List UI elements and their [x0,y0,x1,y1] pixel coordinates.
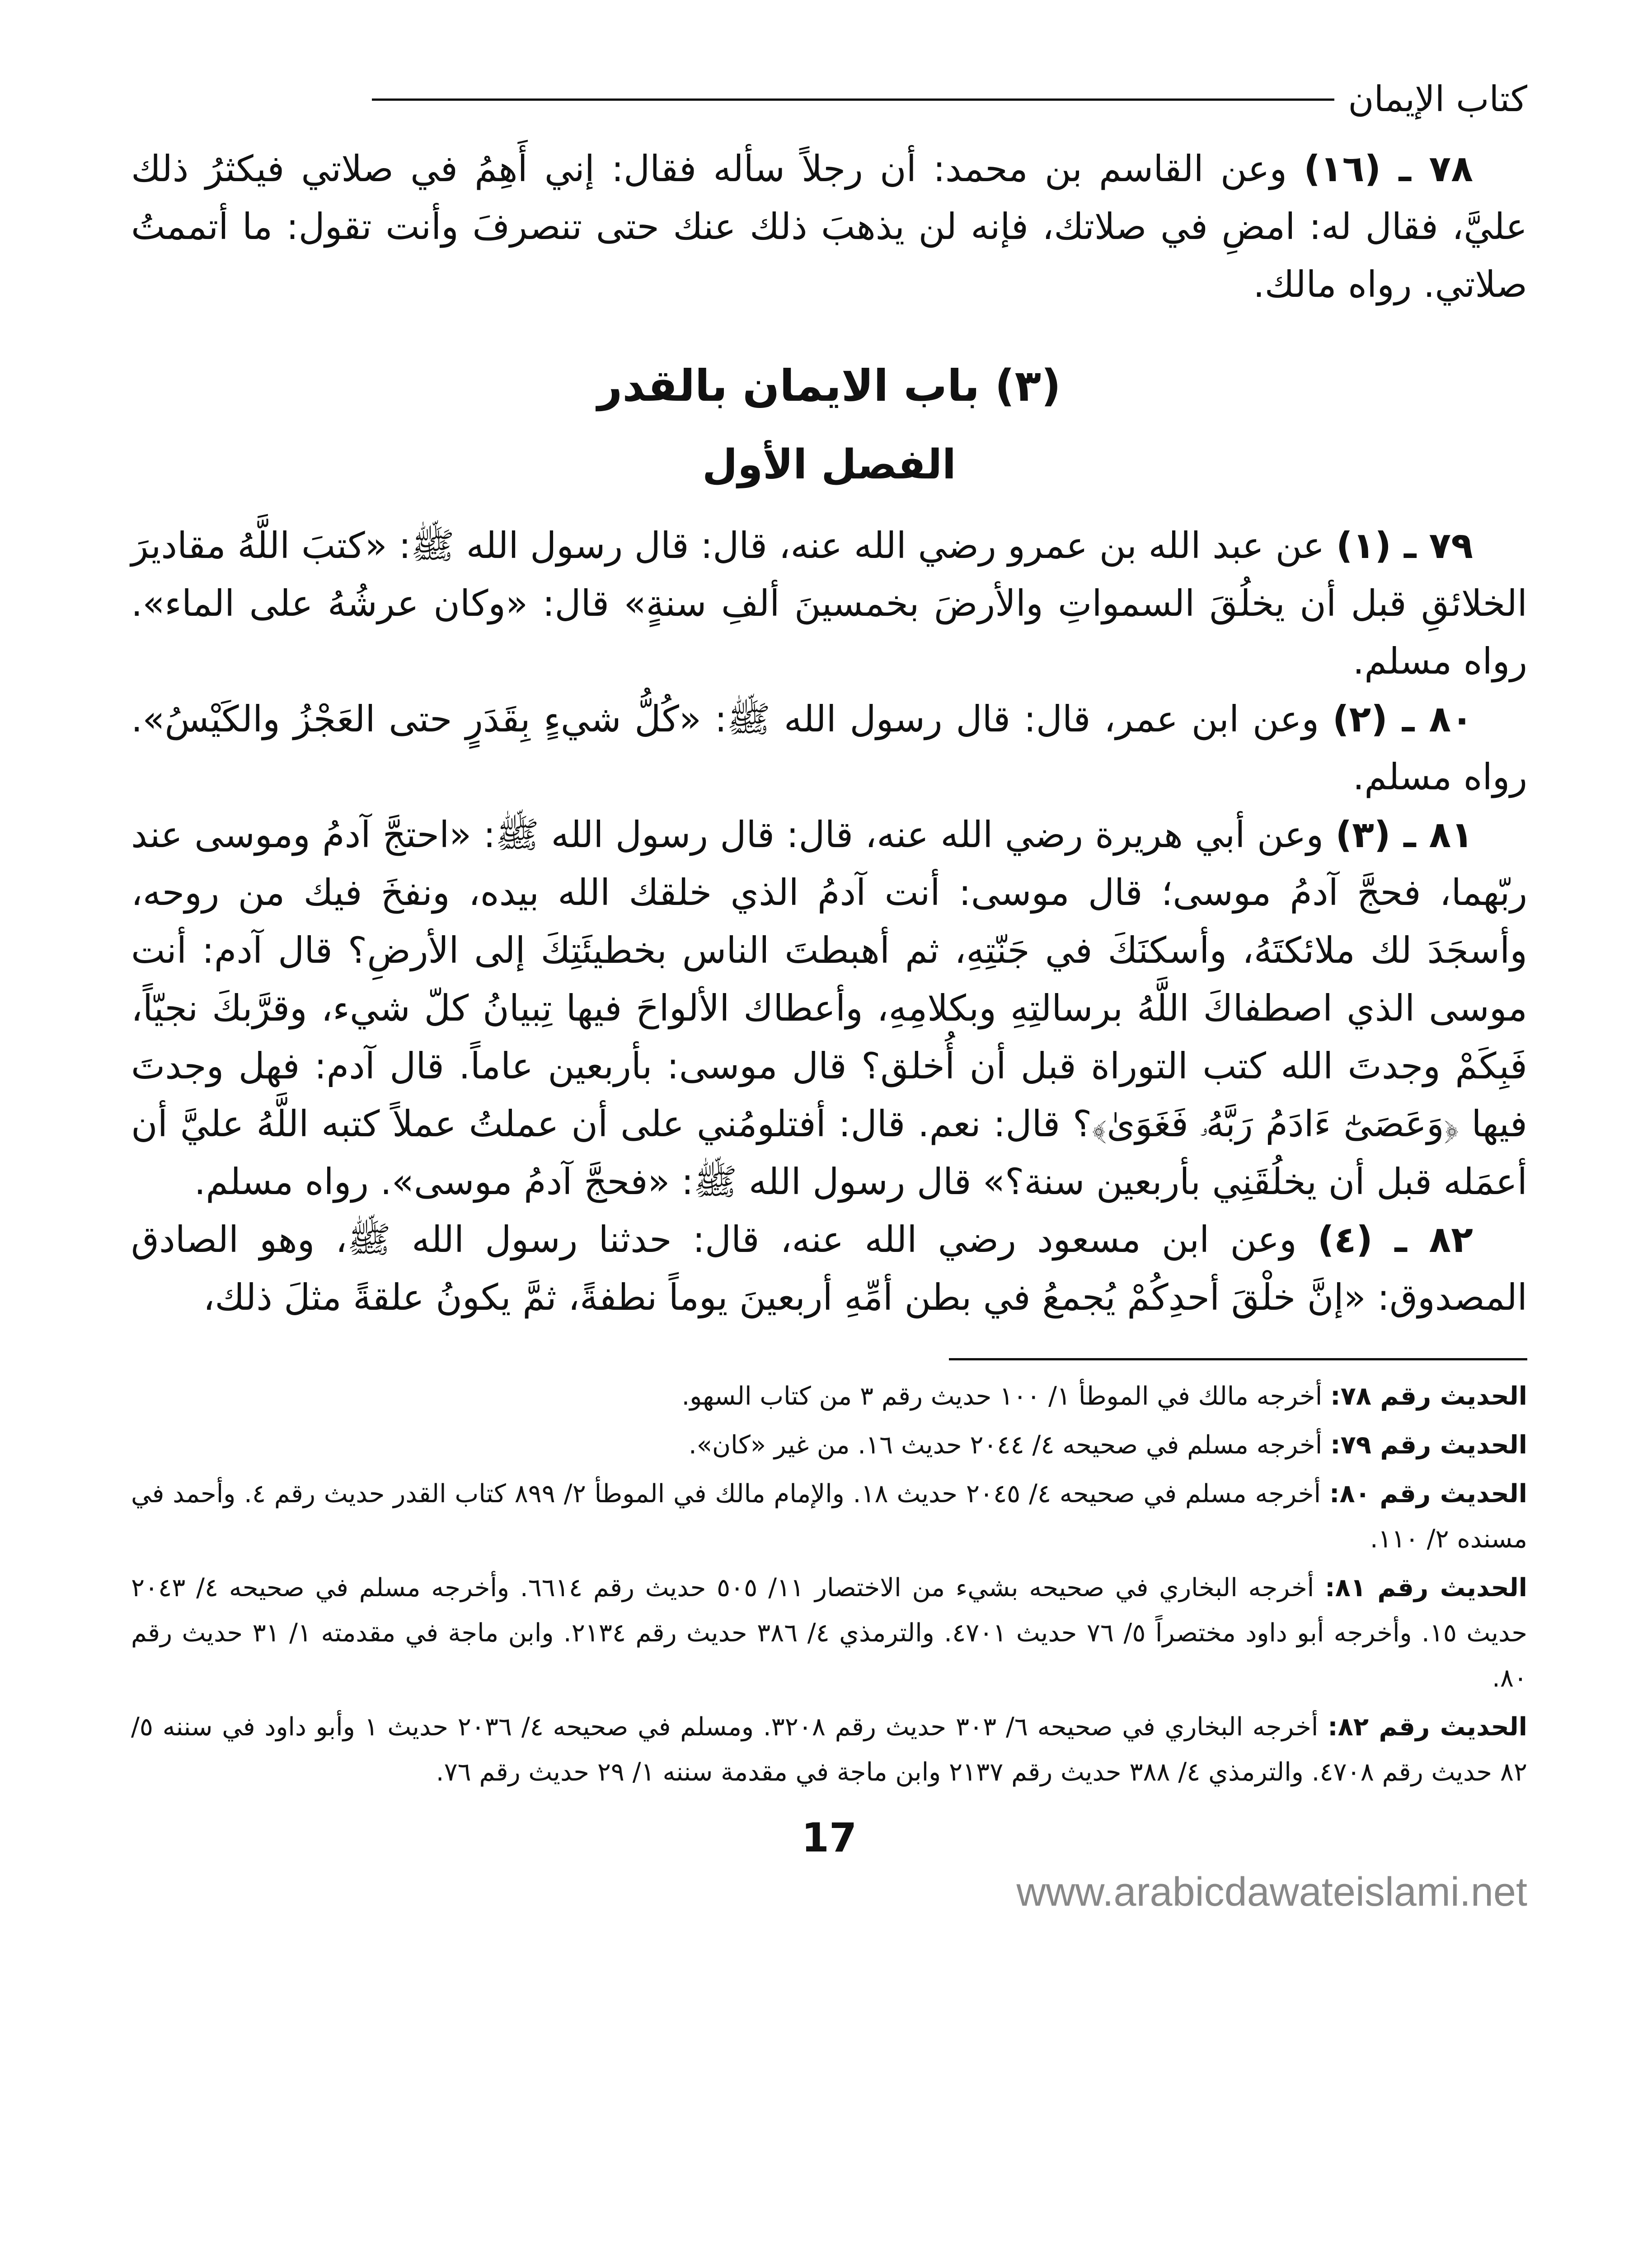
hadith-paragraph [131,517,1527,690]
footnote-label: الحديث رقم ٧٨: [1330,1382,1527,1411]
chapter-title: (٣) باب الايمان بالقدر [597,361,1061,411]
hadith-text: وعن ابن مسعود رضي الله عنه، قال: حدثنا رسول الله ﷺ، وهو الصادق المصدوق: «إنَّ خلْقَ أحدِكُمْ يُجمعُ في بطن أمِّهِ أربعينَ يوماً نطفةً، ثمَّ يكونُ علقةً مثلَ ذلك، [131,1219,1527,1318]
hadith-paragraph [131,1211,1527,1326]
watermark-url: www.arabicdawateislami.net [1016,1870,1527,1915]
hadith-text: وعن ابن عمر، قال: قال رسول الله ﷺ: «كُلُّ شيءٍ بِقَدَرٍ حتى العَجْزُ والكَيْسُ». رواه مسلم. [131,698,1527,798]
hadith-text: وعن القاسم بن محمد: أن رجلاً سأله فقال: إني أَهِمُ في صلاتي فيكثرُ ذلك عليَّ، فقال له: امضِ في صلاتك، فإنه لن يذهبَ ذلك عنك حتى تنصرفَ وأنت تقول: ما أتممتُ صلاتي. رواه مالك. [131,148,1527,305]
header-rule [372,98,1334,101]
hadith-78-section [131,140,1527,314]
running-head: كتاب الإيمان [1348,79,1527,120]
footnote-text: أخرجه مالك في الموطأ ١/ ١٠٠ حديث رقم ٣ من كتاب السهو. [681,1382,1323,1411]
footnote-label: الحديث رقم ٨٠: [1329,1479,1527,1509]
footnote-label: الحديث رقم ٨٢: [1328,1712,1528,1742]
hadith-number: ٨١ ـ (٣) [1335,814,1474,856]
footnote [131,1374,1527,1419]
footnote [131,1705,1527,1795]
page-number: 17 [801,1814,857,1861]
hadith-paragraph [131,690,1527,806]
footnote [131,1565,1527,1701]
hadith-paragraph [131,140,1527,314]
footnote-text: أخرجه مسلم في صحيحه ٤/ ٢٠٤٤ حديث ١٦. من غير «كان». [688,1430,1323,1460]
hadith-list [131,517,1527,1326]
footnote-label: الحديث رقم ٧٩: [1330,1430,1527,1460]
footnote [131,1472,1527,1562]
footnotes [131,1374,1527,1795]
footnote-text: أخرجه البخاري في صحيحه ٦/ ٣٠٣ حديث رقم ٣٢٠٨. ومسلم في صحيحه ٤/ ٢٠٣٦ حديث ١ وأبو داود في سننه ٥/ ٨٢ حديث رقم ٤٧٠٨. والترمذي ٤/ ٣٨٨ حديث رقم ٢١٣٧ وابن ماجة في مقدمة سننه ١/ ٢٩ حديث رقم ٧٦. [131,1712,1527,1787]
hadith-number: ٨٠ ـ (٢) [1332,698,1473,740]
section-title: الفصل الأول [702,441,956,488]
header [131,77,1527,122]
hadith-number: ٧٩ ـ (١) [1336,525,1474,567]
hadith-paragraph [131,806,1527,1211]
footnote-text: أخرجه مسلم في صحيحه ٤/ ٢٠٤٥ حديث ١٨. والإمام مالك في الموطأ ٢/ ٨٩٩ كتاب القدر حديث رقم ٤. وأحمد في مسنده ٢/ ١١٠. [131,1479,1527,1554]
footnote-label: الحديث رقم ٨١: [1325,1573,1528,1603]
hadith-text: عن عبد الله بن عمرو رضي الله عنه، قال: قال رسول الله ﷺ: «كتبَ اللَّهُ مقاديرَ الخلائقِ قبل أن يخلُقَ السمواتِ والأرضَ بخمسينَ ألفِ سنةٍ» قال: «وكان عرشُهُ على الماء». رواه مسلم. [131,525,1527,682]
footnote [131,1423,1527,1468]
footnote-rule [949,1358,1527,1360]
footnote-text: أخرجه البخاري في صحيحه بشيء من الاختصار ١١/ ٥٠٥ حديث رقم ٦٦١٤. وأخرجه مسلم في صحيحه ٤/ ٢٠٤٣ حديث ١٥. وأخرجه أبو داود مختصراً ٥/ ٧٦ حديث ٤٧٠١. والترمذي ٤/ ٣٨٦ حديث رقم ٢١٣٤. وابن ماجة في مقدمته ١/ ٣١ حديث رقم ٨٠. [131,1573,1527,1693]
hadith-number: ٧٨ ـ (١٦) [1304,148,1474,190]
hadith-number: ٨٢ ـ (٤) [1317,1219,1473,1261]
hadith-text: وعن أبي هريرة رضي الله عنه، قال: قال رسول الله ﷺ: «احتجَّ آدمُ وموسى عند ربّهما، فحجَّ آدمُ موسى؛ قال موسى: أنت آدمُ الذي خلقك الله بيده، ونفخَ فيك من روحه، وأسجَدَ لك ملائكتَهُ، وأسكنَكَ في جَنّتِهِ، ثم أهبطتَ الناس بخطيئَتِكَ إلى الأرضِ؟ قال آدم: أنت موسى الذي اصطفاكَ اللَّهُ برسالتِهِ وبكلامِهِ، وأعطاك الألواحَ فيها تِبيانُ كلّ شيء، وقرَّبكَ نجيّاً، فَبِكَمْ وجدتَ الله كتب التوراة قبل أن أُخلق؟ قال موسى: بأربعين عاماً. قال آدم: فهل وجدتَ فيها ﴿وَعَصَىٰٓ ءَادَمُ رَبَّهُۥ فَغَوَىٰ﴾؟ قال: نعم. قال: أفتلومُني على أن عملتُ عملاً كتبه اللَّهُ عليَّ أن أعمَله قبل أن يخلُقَنِي بأربعين سنة؟» قال رسول الله ﷺ: «فحجَّ آدمُ موسى». رواه مسلم. [131,814,1527,1203]
